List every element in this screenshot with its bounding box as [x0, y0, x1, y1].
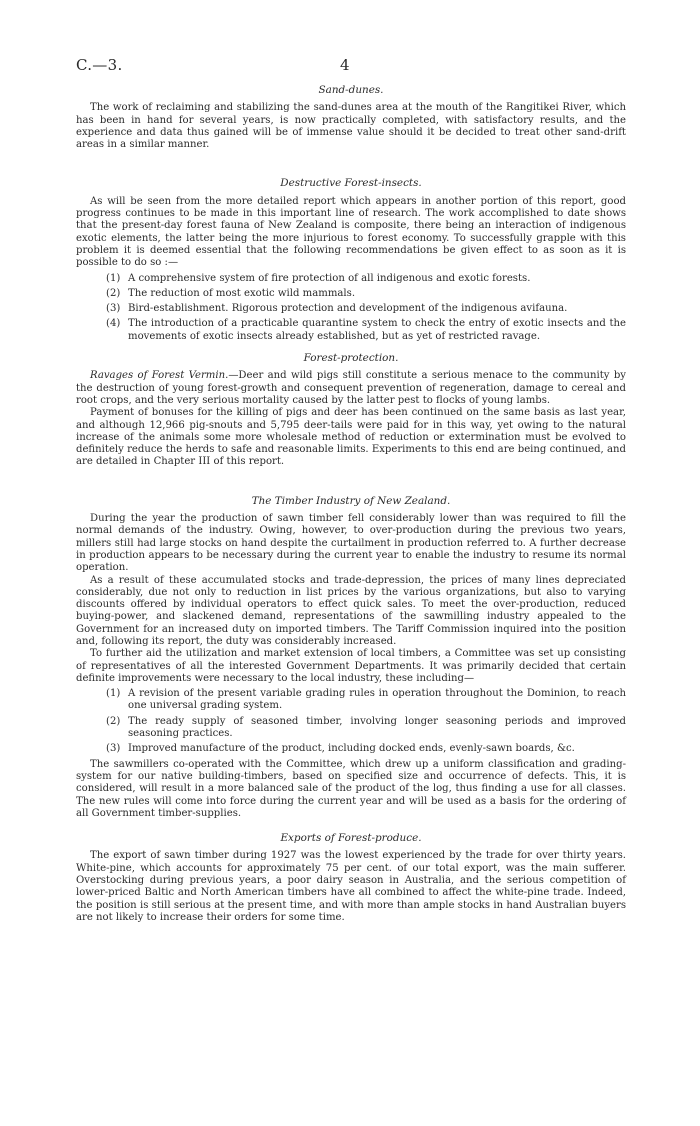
list-item-number: (4) [106, 318, 121, 330]
paragraph: During the year the production of sawn timber fell considerably lower than was required to fill the normal demands of the industry. Owing, however, to over-production during the previous two years, millers still had large stocks on hand despite the curtailment in production referred to. A further decrease in production appears to be necessary during the current year to enable the industry to resume its normal operation. [76, 513, 626, 574]
paragraph: Payment of bonuses for the killing of pigs and deer has been continued on the same basis as last year, and although 12,966 pig-snouts and 5,795 deer-tails were paid for in this way, yet owing to the natural increase of the animals some more wholesale method of reduction or extermination must be evolved to definitely reduce the herds to safe and reasonable limits. Experiments to this end are being continued, and are detailed in Chapter III of this report. [76, 407, 626, 468]
list-item-number: (1) [106, 272, 121, 284]
section-forest-insects [76, 177, 626, 343]
paragraph: The export of sawn timber during 1927 was the lowest experienced by the trade for over thirty years. White-pine, which accounts for approximately 75 per cent. of our total export, was the main sufferer. Overstocking during previous years, a poor dairy season in Australia, and the serious competition of lower-priced Baltic and North American timbers have all combined to affect the white-pine trade. Indeed, the position is still serious at the present time, and with more than ample stocks in hand Australian buyers are not likely to increase their orders for some time. [76, 850, 626, 923]
section-heading-timber-industry: The Timber Industry of New Zealand. [251, 494, 451, 507]
paragraph: The sawmillers co-operated with the Committee, which drew up a uniform classification and grading-system for our native building-timbers, based on specified size and occurrence of defects. This, it is considered, will result in a more balanced sale of the product of the log, thus finding a use for all classes. The new rules will come into force during the current year and will be used as a basis for the ordering of all Government timber-supplies. [76, 758, 626, 819]
list-item-text: Bird-establishment. Rigorous protection and development of the indigenous avifauna. [128, 303, 568, 315]
report-code: C.—3. [76, 56, 123, 74]
improvements-list [76, 688, 626, 755]
section-forest-protection [76, 352, 626, 469]
section-heading-exports: Exports of Forest-produce. [280, 832, 422, 845]
list-item [106, 272, 626, 285]
section-heading-sand-dunes: Sand-dunes. [318, 84, 384, 96]
section-sand-dunes [76, 84, 626, 151]
list-item-text: A revision of the present variable grading rules in operation throughout the Dominion, to reach one universal grading system. [128, 688, 626, 712]
paragraph: As a result of these accumulated stocks and trade-depression, the prices of many lines depreciated considerably, due not only to reduction in list prices by the various organizations, but also to varying discounts offered by individual operators to effect quick sales. To meet the over-production, reduced buying-power, and slackened demand, representations of the sawmilling industry appealed to the Government for an increased duty on imported timbers. The Tariff Commission inquired into the position and, following its report, the duty was considerably increased. [76, 574, 626, 647]
section-exports [76, 832, 626, 924]
page-number: 4 [340, 56, 350, 74]
list-item-text: The ready supply of seasoned timber, involving longer seasoning periods and improved seasoning practices. [128, 715, 626, 740]
paragraph: As will be seen from the more detailed report which appears in another portion of this report, good progress continues to be made in this important line of research. The work accomplished to date shows that the present-day forest fauna of New Zealand is composite, there being an interaction of indigenous exotic elements, the latter being the more injurious to forest economy. To successfully grapple with this problem it is deemed essential that the following recommendations be given effect to as soon as it is possible to do so :— [76, 195, 626, 269]
list-item-number: (3) [106, 743, 121, 755]
paragraph-text: —Deer and wild pigs still constitute a serious menace to the community by the destruction of young forest-growth and consequent prevention of regeneration, damage to cereal and root crops, and the very serious mortality caused by the latter pest to flocks of young lambs. [76, 370, 626, 406]
list-item-number: (2) [106, 287, 121, 299]
list-item [106, 688, 626, 713]
paragraph-lead: Ravages of Forest Vermin. [90, 370, 229, 382]
paragraph: To further aid the utilization and market extension of local timbers, a Committee was set up consisting of representatives of all the interested Government Departments. It was primarily decided that certain definite improvements were necessary to the local industry, these including— [76, 648, 626, 684]
section-timber-industry [76, 495, 626, 820]
list-item-text: Improved manufacture of the product, including docked ends, evenly-sawn boards, &c. [128, 743, 575, 755]
list-item-text: A comprehensive system of fire protection of all indigenous and exotic forests. [128, 272, 531, 284]
list-item [106, 303, 626, 315]
section-heading-forest-insects: Destructive Forest-insects. [280, 177, 422, 190]
list-item-number: (3) [106, 303, 121, 315]
list-item [106, 715, 626, 741]
paragraph [76, 370, 626, 407]
list-item [106, 287, 626, 300]
list-item-number: (2) [106, 715, 121, 727]
list-item-text: The reduction of most exotic wild mammals. [128, 287, 356, 299]
section-heading-forest-protection: Forest-protection. [303, 352, 399, 365]
list-item-number: (1) [106, 688, 121, 700]
report-body [76, 84, 626, 924]
paragraph: The work of reclaiming and stabilizing the sand-dunes area at the mouth of the Rangitikei River, which has been in hand for several years, is now practically completed, with satisfactory results, and the experience and data thus gained will be of immense value should it be decided to treat other sand-drift areas in a similar manner. [76, 102, 626, 151]
recommendations-list [76, 273, 626, 343]
list-item [106, 318, 626, 343]
list-item-text: The introduction of a practicable quarantine system to check the entry of exotic insects and the movements of exotic insects already established, but as yet of restricted ravage. [128, 318, 626, 342]
list-item [106, 743, 626, 755]
